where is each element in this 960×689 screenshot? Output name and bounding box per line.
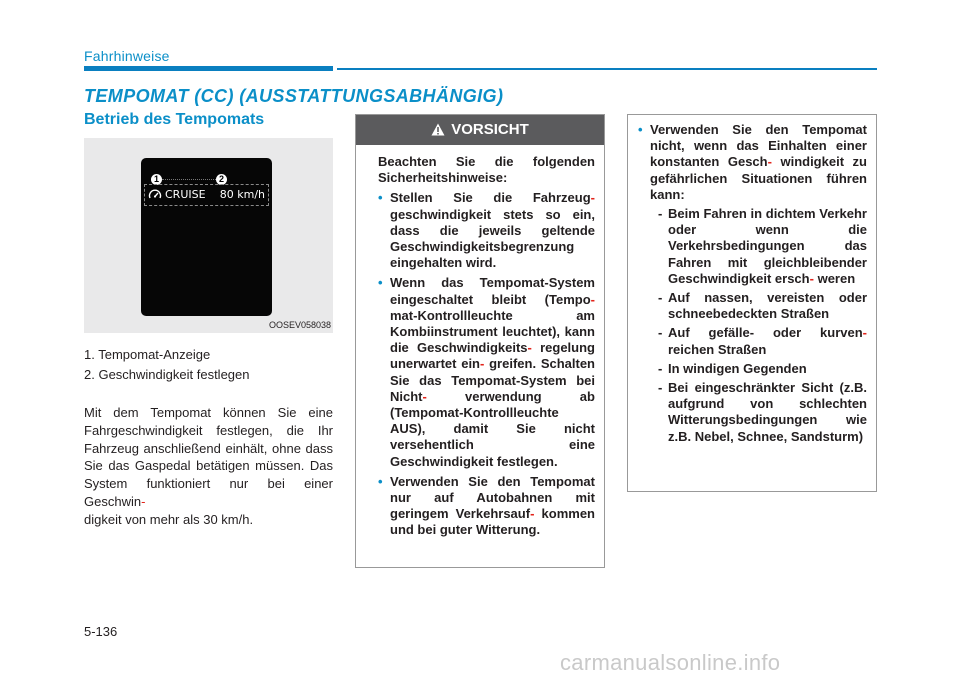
bullet-text: kommen und bei guter Witterung.	[390, 506, 595, 538]
hyphen: -	[527, 340, 532, 356]
figure-code: OOSEV058038	[268, 320, 331, 330]
dash: -	[658, 360, 663, 376]
conditions-subitem	[638, 206, 867, 287]
dash: -	[658, 290, 663, 306]
cruise-label: CRUISE	[165, 188, 206, 201]
instrument-cluster-figure	[84, 138, 333, 333]
page-number: 5-136	[84, 624, 118, 639]
bullet-text: geschwindigkeit stets so ein, dass die jeweils geltende Geschwindigkeitsbegrenzung eingehalten wird.	[390, 206, 595, 271]
caution-box	[355, 114, 605, 568]
cluster-display	[141, 158, 272, 316]
subitem-text: In windigen Gegenden	[668, 360, 807, 376]
header-rule-thin	[337, 68, 877, 70]
header-rule-thick	[84, 66, 333, 71]
bullet-text: mat-Kontrollleuchte am Kombiinstrument leuchtet), kann die Geschwindigkeits	[390, 307, 595, 356]
caution-body	[356, 145, 604, 539]
bullet-text: Wenn das Tempomat-System eingeschaltet bleibt (Tempo	[390, 275, 595, 307]
page-title: TEMPOMAT (CC) (AUSSTATTUNGSABHÄNGIG)	[84, 86, 504, 106]
caution-intro: Beachten Sie die folgenden Sicherheitshinweise:	[378, 154, 595, 186]
bullet-text: Verwenden Sie den Tempomat nur auf Autobahnen mit geringem Verkehrsauf	[390, 473, 595, 522]
conditions-subitem	[638, 380, 867, 445]
hyphen: -	[480, 356, 485, 372]
bullet-dot: •	[378, 275, 383, 291]
subitem-text: weren	[817, 270, 856, 286]
bullet-text: greifen. Schalten Sie das Tempomat-System bei Nicht	[390, 356, 595, 404]
section-label: Fahrhinweise	[84, 48, 170, 64]
dash: -	[658, 206, 663, 222]
subitem-text: Beim Fahren in dichtem Verkehr oder wenn die Verkehrsbedingungen das Fahren mit gleichbleibender Geschwindigkeit ersch	[668, 206, 867, 286]
conditions-subitem	[638, 325, 867, 357]
body-text-part: digkeit von mehr als 30 km/h.	[84, 511, 254, 527]
hyphen: -	[590, 190, 595, 206]
caution-bullet	[378, 474, 595, 539]
body-text-part: Mit dem Tempomat können Sie eine Fahrgeschwindigkeit festlegen, die Ihr Fahrzeug anschließend einhält, ohne dass Sie das Gaspedal betätigen müssen. Das System funktioniert nur bei einer Geschwin	[84, 405, 333, 509]
warning-triangle-icon	[431, 123, 445, 136]
marker-connector	[162, 179, 216, 180]
cruise-speedometer-icon	[148, 188, 162, 202]
bullet-dot: •	[378, 473, 383, 489]
marker-1: 1	[151, 174, 162, 185]
hyphen: -	[422, 388, 427, 404]
hyphen: -	[767, 154, 772, 170]
subitem-text: Auf nassen, vereisten oder schneebedeckten Straßen	[668, 290, 867, 322]
hyphen: -	[590, 291, 595, 307]
intro-paragraph	[84, 404, 333, 529]
section-subtitle: Betrieb des Tempomats	[84, 111, 265, 128]
hyphen: -	[809, 270, 814, 286]
caution-bullet	[378, 275, 595, 469]
conditions-body	[628, 115, 876, 445]
bullet-text: Stellen Sie die Fahrzeug	[390, 190, 591, 206]
dash: -	[658, 325, 663, 341]
dash: -	[658, 380, 663, 396]
cruise-indicator	[144, 184, 269, 206]
subitem-text: Bei eingeschränkter Sicht (z.B. aufgrund von schlechten Witterungsbedingungen wie z.B. Nebel, Schnee, Sandsturm)	[668, 380, 867, 444]
caution-bullet	[378, 190, 595, 271]
conditions-box	[627, 114, 877, 492]
caution-header	[356, 115, 604, 145]
legend-item-1: 1. Tempomat-Anzeige	[84, 347, 211, 362]
subitem-text: Auf gefälle- oder kurven	[668, 325, 863, 341]
marker-2: 2	[216, 174, 227, 185]
subitem-text: reichen Straßen	[668, 341, 767, 357]
conditions-subitem	[638, 290, 867, 322]
conditions-bullet	[638, 122, 867, 203]
watermark: carmanualsonline.info	[560, 650, 781, 675]
set-speed: 80 km/h	[219, 188, 265, 201]
figure-legend	[84, 345, 333, 385]
hyphen: -	[862, 325, 867, 341]
bullet-text: verwendung ab (Tempomat-Kontrollleuchte AUS), damit Sie nicht versehentlich eine Geschwindigkeit festlegen.	[390, 388, 595, 469]
bullet-text: regelung unerwartet ein	[390, 340, 595, 372]
hyphen: -	[141, 493, 146, 509]
legend-item-2: 2. Geschwindigkeit festlegen	[84, 367, 250, 382]
caution-heading: VORSICHT	[451, 121, 529, 138]
bullet-dot: •	[638, 122, 643, 137]
hyphen: -	[530, 506, 535, 522]
bullet-text: Verwenden Sie den Tempomat nicht, wenn das Einhalten einer konstanten Gesch	[650, 122, 867, 170]
bullet-text: windigkeit zu gefährlichen Situationen führen kann:	[650, 154, 867, 202]
bullet-dot: •	[378, 190, 383, 206]
conditions-subitem	[638, 361, 867, 377]
